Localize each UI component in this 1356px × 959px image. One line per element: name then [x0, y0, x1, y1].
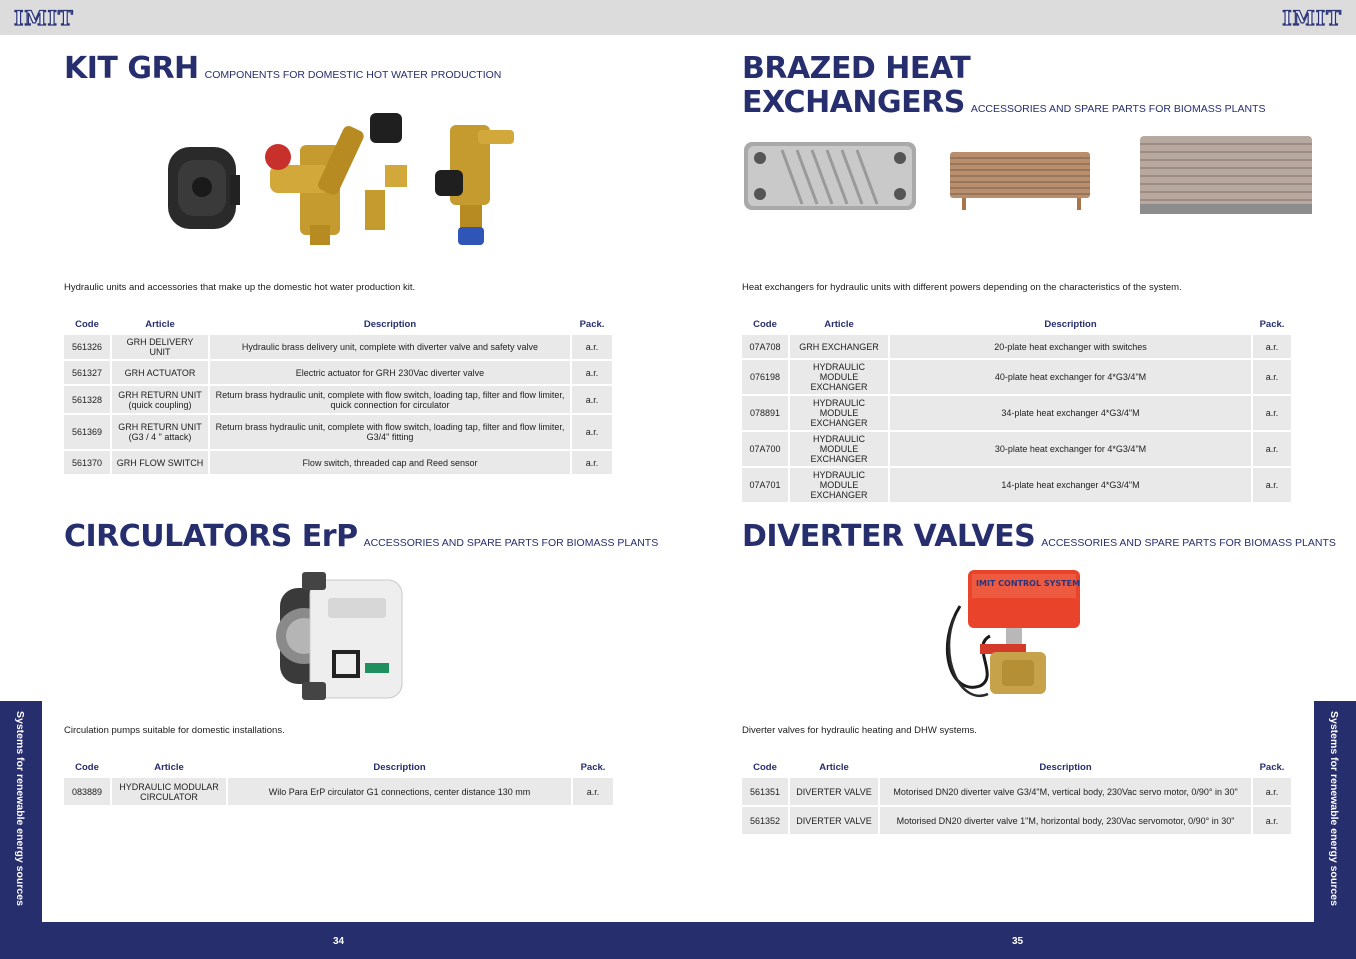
diverter-heading — [742, 520, 1336, 554]
cell-code: 561369 — [64, 415, 110, 449]
brazed-subtitle: ACCESSORIES AND SPARE PARTS FOR BIOMASS PLANTS — [970, 103, 1266, 115]
cell-code: 07A701 — [742, 468, 788, 502]
cell-description: 30-plate heat exchanger for 4*G3/4"M — [890, 432, 1251, 466]
circulators-table — [62, 757, 615, 807]
cell-pack: a.r. — [1253, 468, 1291, 502]
cell-pack: a.r. — [1253, 335, 1291, 358]
cell-article: HYDRAULIC MODULAR CIRCULATOR — [112, 778, 226, 805]
cell-code: 561351 — [742, 778, 788, 805]
table-header-row — [742, 759, 1291, 776]
cell-article: GRH DELIVERY UNIT — [112, 335, 208, 359]
side-tab-right-label: Systems for renewable energy sources — [1328, 711, 1340, 906]
table-row — [64, 361, 612, 384]
cell-article: GRH FLOW SWITCH — [112, 451, 208, 474]
brazed-title-line2: EXCHANGERS — [742, 85, 965, 120]
column-header-description: Description — [880, 759, 1251, 776]
column-header-description: Description — [210, 316, 570, 333]
column-header-pack: Pack. — [572, 316, 612, 333]
cell-code: 561326 — [64, 335, 110, 359]
cell-article: DIVERTER VALVE — [790, 778, 878, 805]
cell-pack: a.r. — [1253, 807, 1291, 834]
page-number-left: 34 — [333, 936, 345, 947]
cell-pack: a.r. — [572, 451, 612, 474]
grh-delivery-unit-image — [265, 113, 407, 245]
table-header-row — [742, 316, 1291, 333]
cell-description: 14-plate heat exchanger 4*G3/4"M — [890, 468, 1251, 502]
cell-article: HYDRAULIC MODULE EXCHANGER — [790, 468, 888, 502]
table-row — [64, 778, 613, 805]
cell-code: 083889 — [64, 778, 110, 805]
column-header-description: Description — [228, 759, 571, 776]
circulator-pump-image — [270, 568, 410, 710]
table-row — [742, 396, 1291, 430]
cell-description: Electric actuator for GRH 230Vac diverter valve — [210, 361, 570, 384]
cell-code: 561352 — [742, 807, 788, 834]
cell-article: HYDRAULIC MODULE EXCHANGER — [790, 396, 888, 430]
column-header-code: Code — [64, 759, 110, 776]
table-row — [742, 335, 1291, 358]
column-header-pack: Pack. — [1253, 316, 1291, 333]
column-header-code: Code — [742, 759, 788, 776]
table-header-row — [64, 759, 613, 776]
cell-code: 076198 — [742, 360, 788, 394]
cell-description: Motorised DN20 diverter valve 1"M, horizontal body, 230Vac servomotor, 0/90° in 30" — [880, 807, 1251, 834]
cell-description: Motorised DN20 diverter valve G3/4"M, vertical body, 230Vac servo motor, 0/90° in 30" — [880, 778, 1251, 805]
kit-grh-subtitle: COMPONENTS FOR DOMESTIC HOT WATER PRODUCTION — [204, 69, 502, 81]
bottom-footer-bar — [0, 922, 1356, 959]
table-row — [742, 778, 1291, 805]
cell-description: Return brass hydraulic unit, complete with flow switch, loading tap, filter and flow limiter, quick connection for circulator — [210, 386, 570, 413]
cell-pack: a.r. — [572, 361, 612, 384]
cell-article: GRH RETURN UNIT (quick coupling) — [112, 386, 208, 413]
cell-article: DIVERTER VALVE — [790, 807, 878, 834]
kit-grh-intro: Hydraulic units and accessories that make up the domestic hot water production kit. — [64, 282, 416, 293]
column-header-article: Article — [112, 316, 208, 333]
column-header-pack: Pack. — [573, 759, 613, 776]
table-row — [64, 335, 612, 359]
kit-grh-product-image — [160, 105, 530, 255]
table-header-row — [64, 316, 612, 333]
kit-grh-title: KIT GRH — [64, 51, 199, 86]
top-header-bar — [0, 0, 1356, 35]
column-header-pack: Pack. — [1253, 759, 1291, 776]
diverter-title: DIVERTER VALVES — [742, 519, 1036, 554]
side-tab-right — [1314, 701, 1356, 923]
brazed-intro: Heat exchangers for hydraulic units with different powers depending on the characteristics of the system. — [742, 282, 1182, 293]
table-row — [64, 451, 612, 474]
cell-pack: a.r. — [1253, 432, 1291, 466]
cell-article: HYDRAULIC MODULE EXCHANGER — [790, 360, 888, 394]
valve-label-text: IMIT CONTROL SYSTEM — [976, 579, 1081, 588]
cell-code: 561328 — [64, 386, 110, 413]
cell-description: Flow switch, threaded cap and Reed sensor — [210, 451, 570, 474]
grh-actuator-image — [168, 147, 240, 229]
kit-grh-heading — [64, 52, 501, 86]
table-row — [64, 386, 612, 413]
cell-description: Return brass hydraulic unit, complete with flow switch, loading tap, filter and flow limiter, G3/4" fitting — [210, 415, 570, 449]
cell-description: Hydraulic brass delivery unit, complete with diverter valve and safety valve — [210, 335, 570, 359]
cell-code: 07A700 — [742, 432, 788, 466]
column-header-code: Code — [742, 316, 788, 333]
diverter-intro: Diverter valves for hydraulic heating and DHW systems. — [742, 725, 977, 736]
cell-article: GRH ACTUATOR — [112, 361, 208, 384]
column-header-article: Article — [790, 759, 878, 776]
cell-description: 20-plate heat exchanger with switches — [890, 335, 1251, 358]
cell-article: GRH RETURN UNIT (G3 / 4 " attack) — [112, 415, 208, 449]
heat-exchanger-image-2 — [950, 152, 1090, 210]
brazed-title-line1: BRAZED HEAT — [742, 51, 971, 86]
cell-article: HYDRAULIC MODULE EXCHANGER — [790, 432, 888, 466]
side-tab-left-label: Systems for renewable energy sources — [14, 711, 26, 906]
column-header-article: Article — [790, 316, 888, 333]
brazed-table — [740, 314, 1293, 504]
table-row — [64, 415, 612, 449]
table-row — [742, 360, 1291, 394]
cell-pack: a.r. — [573, 778, 613, 805]
diverter-table — [740, 757, 1293, 836]
diverter-subtitle: ACCESSORIES AND SPARE PARTS FOR BIOMASS PLANTS — [1041, 537, 1336, 549]
cell-code: 07A708 — [742, 335, 788, 358]
circulators-intro: Circulation pumps suitable for domestic installations. — [64, 725, 285, 736]
cell-code: 561327 — [64, 361, 110, 384]
cell-code: 561370 — [64, 451, 110, 474]
table-row — [742, 807, 1291, 834]
circulators-subtitle: ACCESSORIES AND SPARE PARTS FOR BIOMASS PLANTS — [363, 537, 659, 549]
brazed-heading — [742, 52, 1265, 120]
circulators-heading — [64, 520, 658, 554]
cell-description: Wilo Para ErP circulator G1 connections, center distance 130 mm — [228, 778, 571, 805]
column-header-code: Code — [64, 316, 110, 333]
column-header-article: Article — [112, 759, 226, 776]
cell-pack: a.r. — [1253, 360, 1291, 394]
grh-return-unit-image — [435, 125, 514, 245]
table-row — [742, 468, 1291, 502]
cell-pack: a.r. — [1253, 396, 1291, 430]
column-header-description: Description — [890, 316, 1251, 333]
side-tab-left — [0, 701, 42, 923]
kit-grh-table — [62, 314, 614, 476]
page-number-right: 35 — [1012, 936, 1024, 947]
heat-exchanger-image-1 — [744, 142, 916, 210]
table-row — [742, 432, 1291, 466]
cell-pack: a.r. — [1253, 778, 1291, 805]
cell-description: 34-plate heat exchanger 4*G3/4"M — [890, 396, 1251, 430]
cell-pack: a.r. — [572, 335, 612, 359]
cell-pack: a.r. — [572, 386, 612, 413]
cell-description: 40-plate heat exchanger for 4*G3/4"M — [890, 360, 1251, 394]
cell-pack: a.r. — [572, 415, 612, 449]
diverter-valve-image — [940, 566, 1090, 712]
circulators-title: CIRCULATORS ErP — [64, 519, 358, 554]
cell-article: GRH EXCHANGER — [790, 335, 888, 358]
heat-exchanger-image-3 — [1140, 136, 1312, 214]
cell-code: 078891 — [742, 396, 788, 430]
imit-logo-left: IMIT — [14, 6, 74, 30]
heat-exchangers-product-image — [742, 130, 1317, 225]
imit-logo-right: IMIT — [1282, 6, 1342, 30]
